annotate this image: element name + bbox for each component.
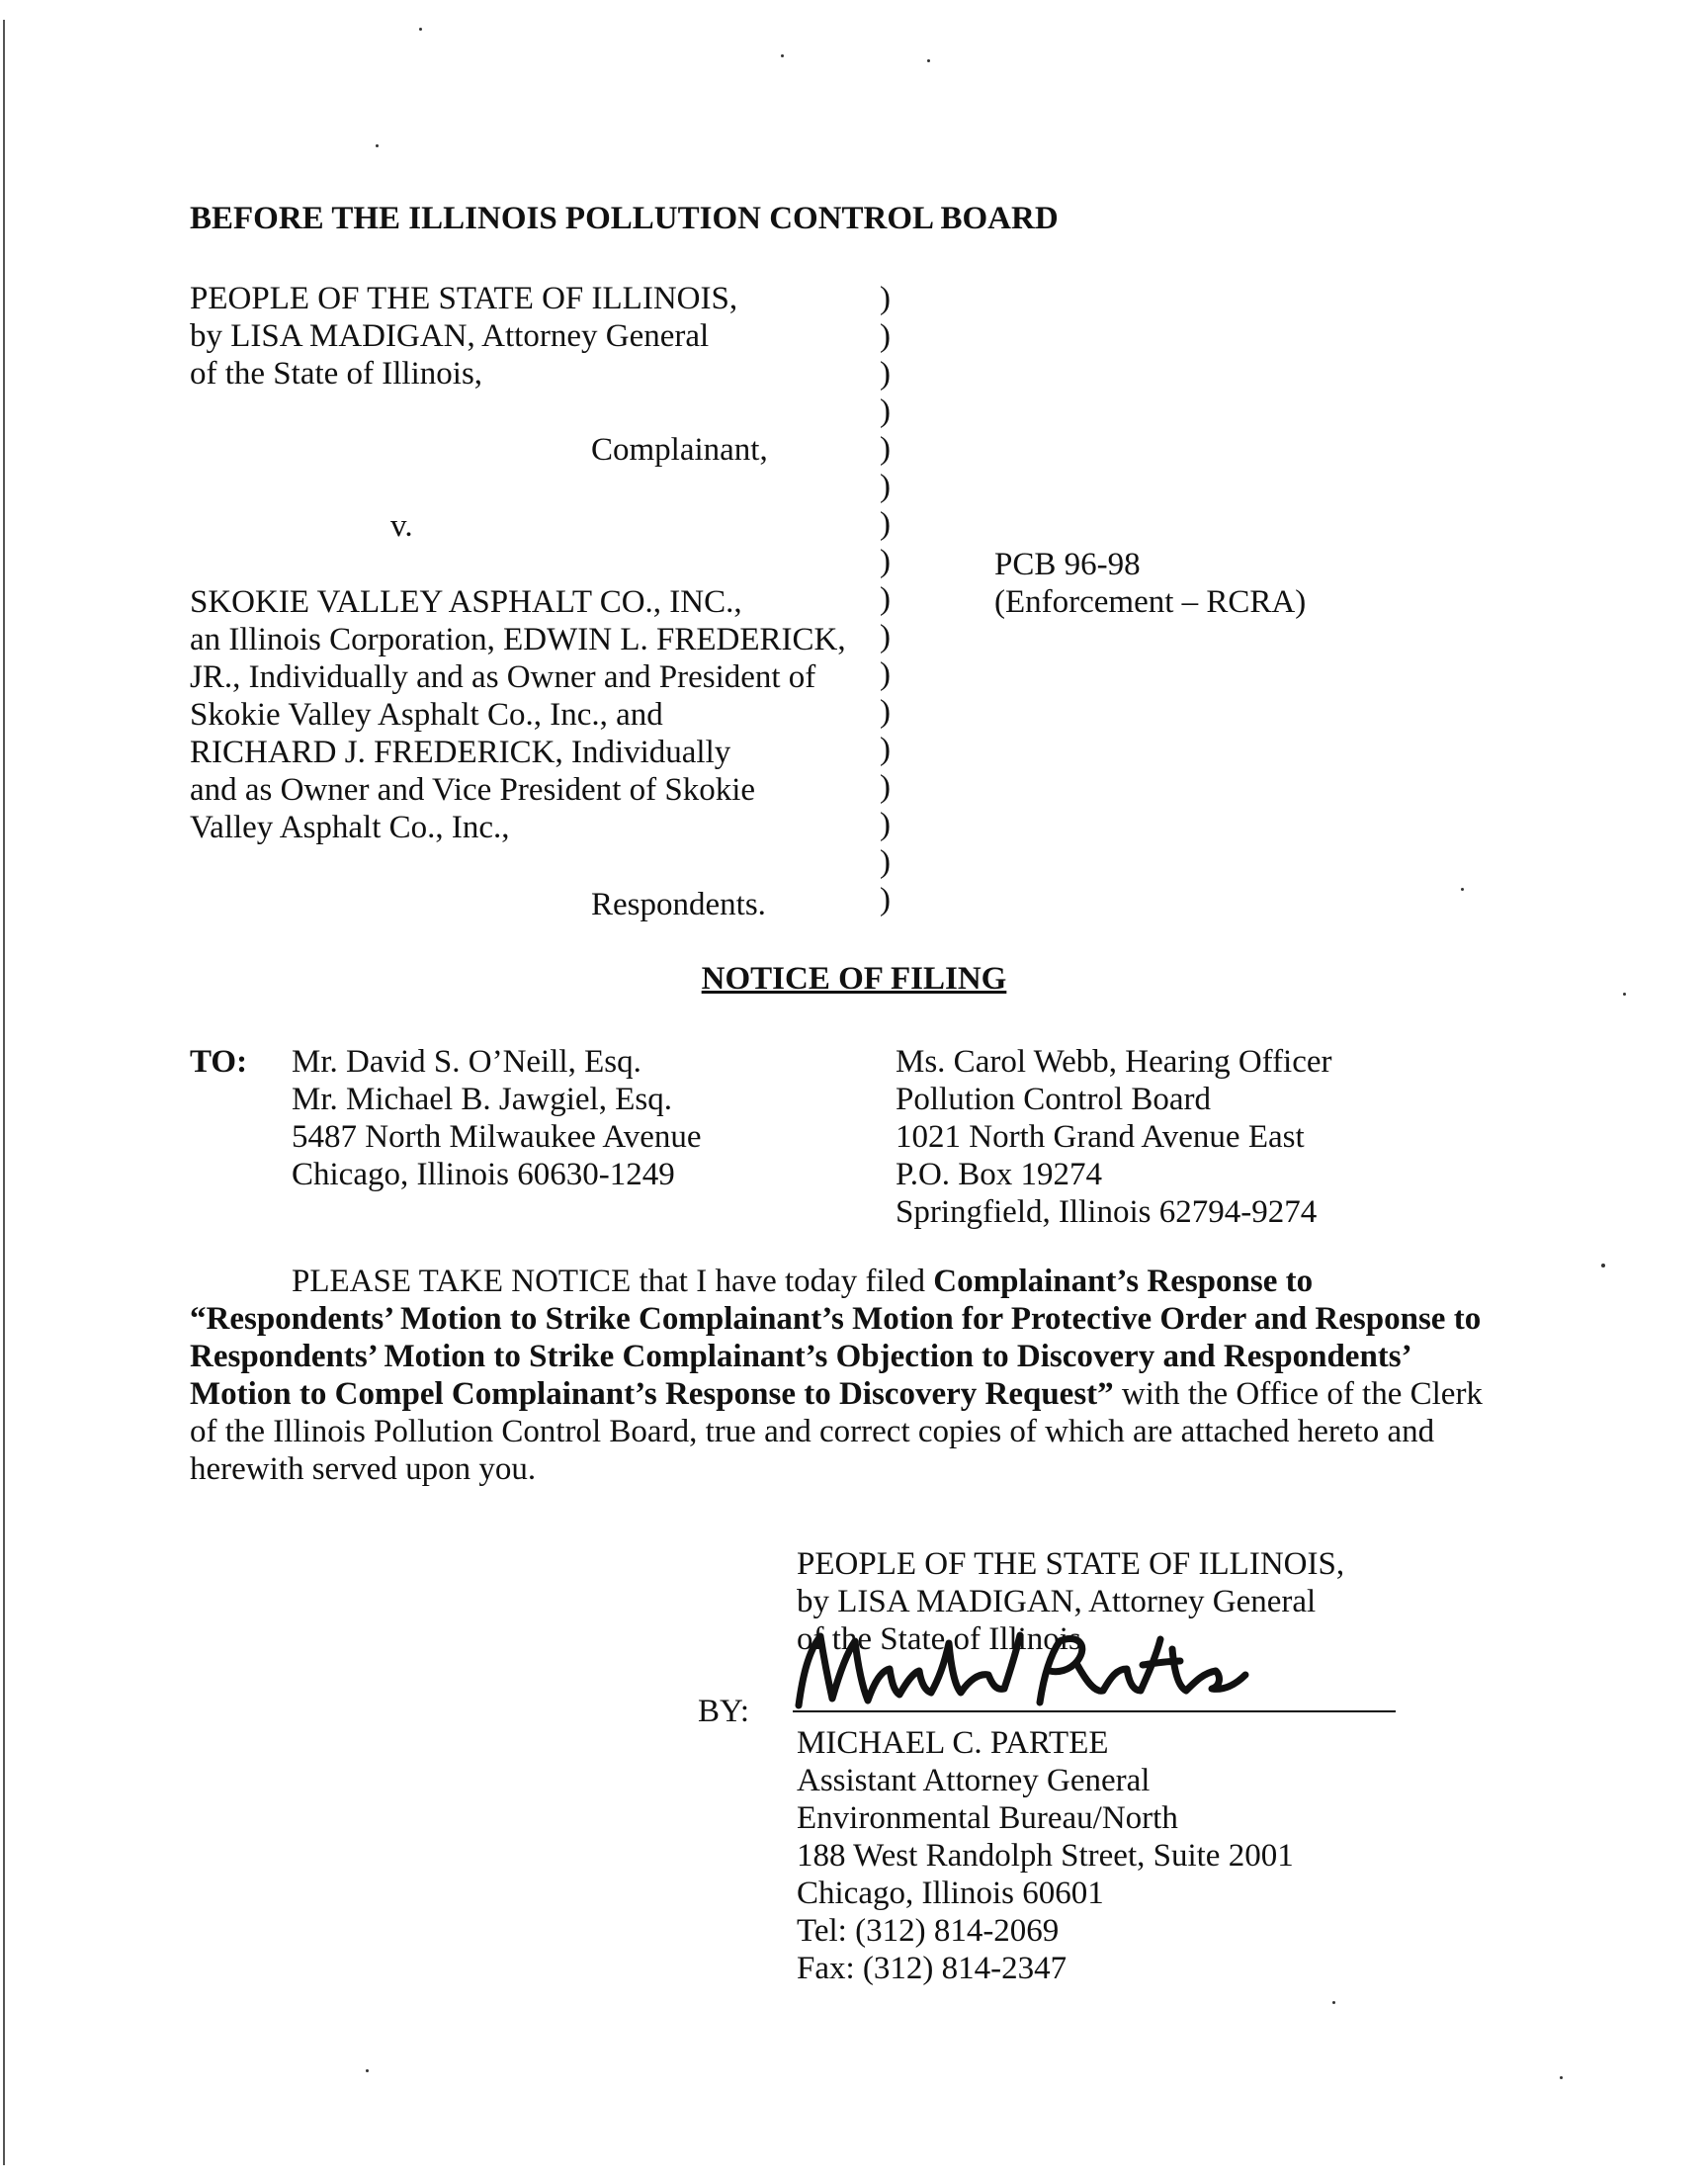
caption-paren: ) <box>880 844 891 880</box>
signer-name: MICHAEL C. PARTEE <box>797 1725 1109 1761</box>
respondent-line-6: and as Owner and Vice President of Skokie <box>190 772 756 808</box>
scan-speck <box>781 54 784 57</box>
respondent-line-5: RICHARD J. FREDERICK, Individually <box>190 735 731 770</box>
caption-paren: ) <box>880 431 891 467</box>
respondent-line-4: Skokie Valley Asphalt Co., Inc., and <box>190 697 663 733</box>
complainant-line-2: by LISA MADIGAN, Attorney General <box>190 318 710 354</box>
caption-paren: ) <box>880 769 891 805</box>
notice-body <box>190 1263 1514 1488</box>
caption-paren: ) <box>880 807 891 842</box>
signature-line <box>793 1710 1396 1712</box>
signer-street: 188 West Randolph Street, Suite 2001 <box>797 1838 1294 1874</box>
caption-paren: ) <box>880 882 891 917</box>
caption-paren: ) <box>880 281 891 316</box>
recipient-left-line-4: Chicago, Illinois 60630-1249 <box>292 1157 675 1192</box>
scan-speck <box>927 59 930 62</box>
signer-phone: Tel: (312) 814-2069 <box>797 1913 1060 1949</box>
respondent-line-1: SKOKIE VALLEY ASPHALT CO., INC., <box>190 584 742 620</box>
scan-speck <box>376 144 379 147</box>
notice-body-filing-title: Complainant’s Response to “Respondents’ Motion to Strike Complainant’s Motion for Protective Order and Response to Respondents’ Motion to Strike Complainant’s Objection to Discovery and Respondents’ Motion to Compel Complainant’s Response to Discovery Request” <box>190 1264 1482 1412</box>
by-label: BY: <box>698 1694 749 1729</box>
signature-party-line-2: by LISA MADIGAN, Attorney General <box>797 1584 1317 1619</box>
recipient-right-line-5: Springfield, Illinois 62794-9274 <box>896 1194 1318 1230</box>
recipient-right-line-1: Ms. Carol Webb, Hearing Officer <box>896 1044 1332 1080</box>
recipient-left-line-3: 5487 North Milwaukee Avenue <box>292 1119 702 1155</box>
caption-paren: ) <box>880 694 891 730</box>
caption-paren: ) <box>880 506 891 542</box>
recipient-left-line-1: Mr. David S. O’Neill, Esq. <box>292 1044 641 1080</box>
caption-paren: ) <box>880 581 891 617</box>
case-number: PCB 96-98 <box>994 547 1141 582</box>
signer-city: Chicago, Illinois 60601 <box>797 1876 1104 1911</box>
to-label: TO: <box>190 1044 248 1080</box>
notice-title <box>0 960 1708 998</box>
caption-paren: ) <box>880 619 891 655</box>
recipient-right-line-4: P.O. Box 19274 <box>896 1157 1103 1192</box>
scan-speck <box>419 28 422 31</box>
scan-speck <box>1461 888 1464 891</box>
scan-speck <box>1601 1264 1605 1267</box>
complainant-line-3: of the State of Illinois, <box>190 356 483 392</box>
signer-bureau: Environmental Bureau/North <box>797 1800 1178 1836</box>
caption-paren: ) <box>880 469 891 504</box>
caption-paren: ) <box>880 732 891 767</box>
caption-paren: ) <box>880 656 891 692</box>
signature-party-line-1: PEOPLE OF THE STATE OF ILLINOIS, <box>797 1546 1345 1582</box>
caption-paren: ) <box>880 356 891 392</box>
scan-speck <box>366 2069 369 2072</box>
board-header: BEFORE THE ILLINOIS POLLUTION CONTROL BOARD <box>190 201 1059 236</box>
recipient-right-line-3: 1021 North Grand Avenue East <box>896 1119 1305 1155</box>
caption-paren: ) <box>880 393 891 429</box>
respondent-line-3: JR., Individually and as Owner and President of <box>190 659 816 695</box>
caption-paren-column <box>880 280 899 918</box>
case-type: (Enforcement – RCRA) <box>994 584 1307 620</box>
notice-body-rest: with the Office of the Clerk of the Illinois Pollution Control Board, true and correct copies of which are attached hereto and herewith served upon you. <box>190 1376 1483 1487</box>
signature-party-line-3: of the State of Illinois <box>797 1621 1081 1657</box>
caption-paren: ) <box>880 318 891 354</box>
versus-label: v. <box>390 508 413 544</box>
respondent-line-7: Valley Asphalt Co., Inc., <box>190 810 510 845</box>
scan-edge-line <box>3 20 5 2165</box>
signer-title: Assistant Attorney General <box>797 1763 1151 1798</box>
scan-speck <box>1560 2076 1563 2079</box>
recipient-left-line-2: Mr. Michael B. Jawgiel, Esq. <box>292 1082 672 1117</box>
complainant-role: Complainant, <box>591 432 768 468</box>
caption-paren: ) <box>880 544 891 579</box>
signer-fax: Fax: (312) 814-2347 <box>797 1951 1068 1986</box>
complainant-line-1: PEOPLE OF THE STATE OF ILLINOIS, <box>190 281 738 316</box>
notice-title-text: NOTICE OF FILING <box>701 961 1007 997</box>
respondent-role: Respondents. <box>591 887 766 922</box>
scan-speck <box>1332 2001 1335 2004</box>
respondent-line-2: an Illinois Corporation, EDWIN L. FREDERICK, <box>190 622 846 657</box>
recipient-right-line-2: Pollution Control Board <box>896 1082 1212 1117</box>
scan-speck <box>1623 993 1626 996</box>
notice-body-intro: PLEASE TAKE NOTICE that I have today filed <box>292 1264 934 1299</box>
handwritten-signature <box>781 1621 1255 1715</box>
